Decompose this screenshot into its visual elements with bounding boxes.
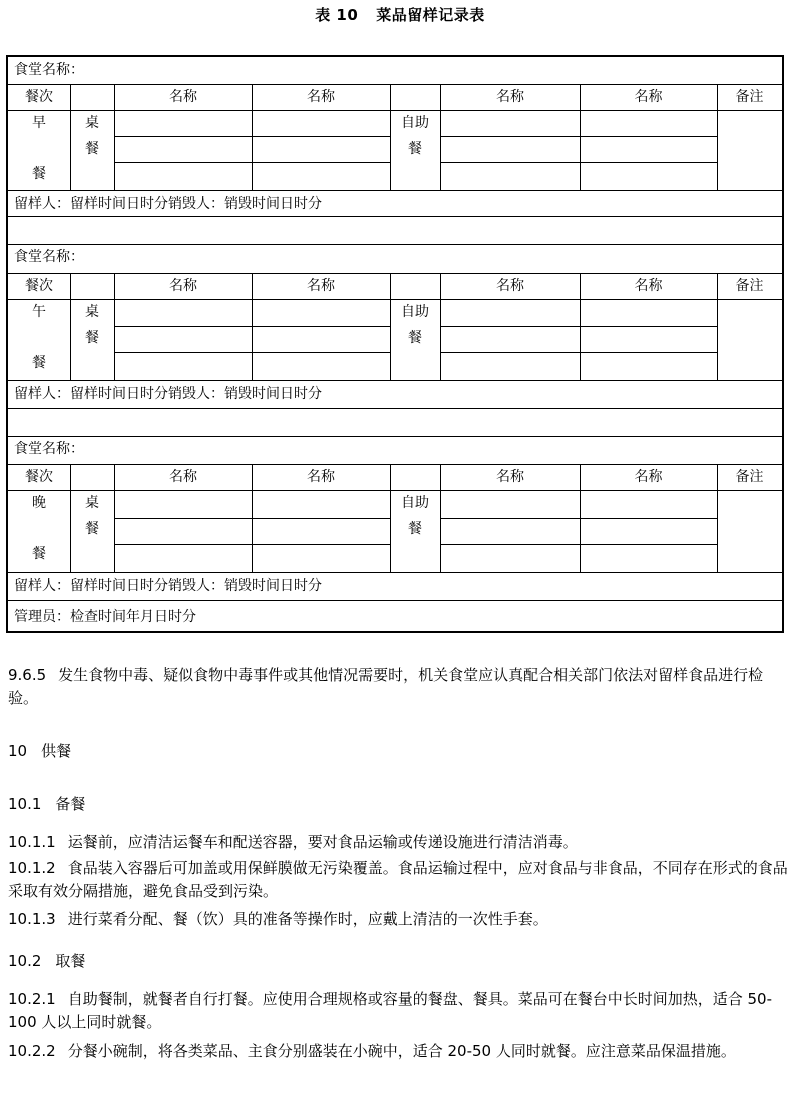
table-rule: [390, 464, 391, 572]
name-header: 名称: [634, 89, 663, 105]
name-header: 名称: [634, 278, 663, 294]
heading-10-1: 10.1 备餐: [8, 795, 86, 813]
paragraph-9-6-5: 9.6.5 发生食物中毒、疑似食物中毒事件或其他情况需要时，机关食堂应认真配合相关部门依法对留样食品进行检验。: [8, 666, 764, 707]
sample-record-table: [6, 55, 784, 633]
table-rule: [8, 190, 782, 191]
paragraph-10-1-1: 10.1.1 运餐前，应清洁运餐车和配送容器，要对食品运输或传递设施进行清洁消毒。: [8, 833, 578, 851]
name-header: 名称: [634, 469, 663, 485]
sample-row-text: 留样人：留样时间日时分销毁人：销毁时间日时分: [14, 386, 322, 402]
table-rule: [440, 136, 717, 137]
table-rule: [114, 544, 390, 545]
table-title-text: 菜品留样记录表: [376, 6, 485, 24]
meal-header: 餐次: [25, 89, 53, 105]
table-rule: [8, 244, 782, 245]
table-rule: [114, 518, 390, 519]
name-header: 名称: [307, 469, 335, 485]
table-rule: [114, 162, 390, 163]
buffet-meal-label-bottom: 餐: [408, 521, 422, 537]
table-rule: [8, 84, 782, 85]
name-header: 名称: [496, 278, 524, 294]
name-header: 名称: [307, 278, 335, 294]
table-rule: [440, 352, 717, 353]
table-rule: [8, 380, 782, 381]
buffet-meal-label-top: 自助: [401, 304, 429, 320]
sample-row-text: 留样人：留样时间日时分销毁人：销毁时间日时分: [14, 578, 322, 594]
paragraph-10-1-3: 10.1.3 进行菜肴分配、餐（饮）具的准备等操作时，应戴上清洁的一次性手套。: [8, 910, 548, 928]
paragraph-10-2-1: 10.2.1 自助餐制，就餐者自行打餐。应使用合理规格或容量的餐盘、餐具。菜品可在餐台中长时间加热，适合 50-100 人以上同时就餐。: [8, 990, 772, 1031]
buffet-meal-label-bottom: 餐: [408, 330, 422, 346]
table-rule: [114, 136, 390, 137]
table-rule: [8, 600, 782, 601]
name-header: 名称: [169, 89, 197, 105]
name-header: 名称: [169, 469, 197, 485]
meal-label-bottom: 餐: [32, 355, 46, 371]
table-number: 表 10: [315, 6, 359, 24]
meal-header: 餐次: [25, 278, 53, 294]
canteen-name-label: 食堂名称：: [14, 441, 84, 457]
table-rule: [8, 299, 782, 300]
table-rule: [8, 490, 782, 491]
remark-header: 备注: [735, 469, 764, 485]
manager-row-text: 管理员：检查时间年月日时分: [14, 609, 196, 625]
heading-10-2: 10.2 取餐: [8, 952, 86, 970]
table-rule: [8, 408, 782, 409]
paragraph-10-2-2: 10.2.2 分餐小碗制，将各类菜品、主食分别盛装在小碗中，适合 20-50 人同时就餐。应注意菜品保温措施。: [8, 1042, 736, 1060]
table-meal-label: 桌 餐: [85, 495, 99, 537]
table-meal-label: 桌 餐: [85, 115, 99, 157]
meal-label-bottom: 餐: [32, 166, 46, 182]
name-header: 名称: [307, 89, 335, 105]
table-rule: [8, 110, 782, 111]
heading-10: 10 供餐: [8, 742, 72, 760]
canteen-name-label: 食堂名称：: [14, 249, 84, 265]
table-meal-label: 桌 餐: [85, 304, 99, 346]
remark-header: 备注: [735, 278, 764, 294]
meal-label-top: 午: [32, 304, 46, 320]
remark-header: 备注: [735, 89, 764, 105]
buffet-meal-label-top: 自助: [401, 115, 429, 131]
name-header: 名称: [496, 89, 524, 105]
table-title: [0, 4, 800, 25]
canteen-name-label: 食堂名称：: [14, 62, 84, 78]
table-rule: [8, 436, 782, 437]
table-rule: [8, 273, 782, 274]
name-header: 名称: [496, 469, 524, 485]
table-rule: [440, 326, 717, 327]
meal-header: 餐次: [25, 469, 53, 485]
table-rule: [8, 572, 782, 573]
table-rule: [440, 162, 717, 163]
meal-label-top: 早: [32, 115, 46, 131]
buffet-meal-label-top: 自助: [401, 495, 429, 511]
meal-label-top: 晚: [32, 495, 46, 511]
name-header: 名称: [169, 278, 197, 294]
buffet-meal-label-bottom: 餐: [408, 141, 422, 157]
sample-row-text: 留样人：留样时间日时分销毁人：销毁时间日时分: [14, 196, 322, 212]
table-rule: [8, 216, 782, 217]
table-rule: [114, 326, 390, 327]
table-rule: [390, 273, 391, 380]
table-rule: [440, 518, 717, 519]
paragraph-10-1-2: 10.1.2 食品装入容器后可加盖或用保鲜膜做无污染覆盖。食品运输过程中，应对食品与非食品，不同存在形式的食品采取有效分隔措施，避免食品受到污染。: [8, 859, 788, 900]
table-rule: [440, 544, 717, 545]
table-rule: [114, 352, 390, 353]
table-rule: [8, 464, 782, 465]
meal-label-bottom: 餐: [32, 546, 46, 562]
table-rule: [390, 84, 391, 190]
